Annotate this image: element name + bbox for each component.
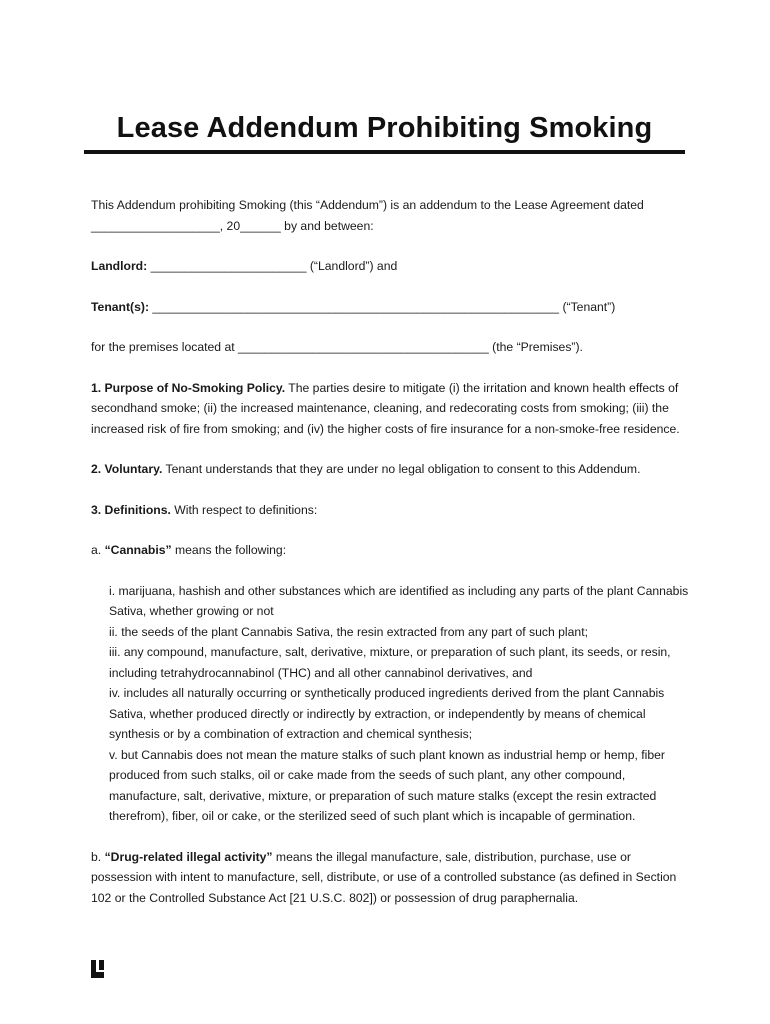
- landlord-label: Landlord:: [91, 259, 148, 273]
- section-3-heading: 3. Definitions.: [91, 502, 171, 517]
- brand-logo-icon: [91, 960, 111, 978]
- section-2-heading: 2. Voluntary.: [91, 462, 163, 476]
- title-underline: [84, 150, 685, 154]
- definition-b-prefix: b.: [91, 849, 105, 864]
- document-body: [91, 195, 691, 928]
- section-1-heading: 1. Purpose of No-Smoking Policy.: [91, 380, 286, 395]
- document-title: Lease Addendum Prohibiting Smoking: [116, 112, 653, 144]
- intro-line-1: This Addendum prohibiting Smoking (this “Addendum”) is an addendum to the Lease Agreement dated: [91, 198, 644, 212]
- section-2-text: Tenant understands that they are under no legal obligation to consent to this Addendum.: [162, 462, 641, 476]
- list-item: v. but Cannabis does not mean the mature stalks of such plant known as industrial hemp or hemp, fiber produced from such stalks, oil or cake made from the seeds of such plant, any other compound, manufacture, salt, derivative, mixture, or preparation of such mature stalks (except the resin extracted therefrom), fiber, oil or cake, or the sterilized seed of such plant which is incapable of germination.: [109, 747, 665, 823]
- list-item: ii. the seeds of the plant Cannabis Sativa, the resin extracted from any part of such plant;: [109, 624, 588, 639]
- landlord-line: [91, 256, 691, 277]
- premises-line: for the premises located at _____________________________________ (the “Premises”).: [91, 340, 583, 354]
- list-item: i. marijuana, hashish and other substances which are identified as including any parts of the plant Cannabis Sativa, whether growing or not: [109, 583, 689, 618]
- definition-b: [91, 847, 691, 909]
- landlord-blank: _______________________ (“Landlord”) and: [147, 259, 398, 273]
- list-item: iii. any compound, manufacture, salt, derivative, mixture, or preparation of such plant, its seeds, or resin, including tetrahydrocannabinol (THC) and all other cannabinol derivatives, and: [109, 645, 671, 680]
- section-3-text: With respect to definitions:: [170, 502, 318, 517]
- definition-a-term: “Cannabis”: [104, 543, 172, 557]
- list-item: iv. includes all naturally occurring or synthetically produced ingredients derived from the plant Cannabis Sativa, whether produced directly or indirectly by extraction, or independently by means of chemical synthesis or by a combination of extraction and chemical synthesis;: [109, 686, 665, 741]
- cannabis-list: [91, 581, 691, 827]
- definition-a: [91, 540, 691, 561]
- definition-a-text: means the following:: [171, 543, 287, 557]
- intro-line-2: ___________________, 20______ by and between:: [91, 218, 374, 233]
- definition-b-term: “Drug-related illegal activity”: [104, 849, 273, 864]
- section-1: [91, 378, 691, 440]
- tenant-label: Tenant(s):: [91, 299, 149, 314]
- intro-paragraph: [91, 195, 691, 236]
- definition-b-text: means the illegal manufacture, sale, distribution, purchase, use or possession with intent to manufacture, sell, distribute, or use of a controlled substance (as defined in Section 102 or the Controlled Substance Act [21 U.S.C. 802]) or possession of drug paraphernalia.: [91, 849, 677, 905]
- definition-a-prefix: a.: [91, 543, 105, 557]
- section-1-text: The parties desire to mitigate (i) the irritation and known health effects of secondhand smoke; (ii) the increased maintenance, cleaning, and redecorating costs from smoking; (iii) the increased risk of fire from smoking; and (iv) the higher costs of fire insurance for a non-smoke-free residence.: [91, 380, 680, 436]
- section-2: [91, 459, 691, 480]
- tenant-blank: ____________________________________________________________ (“Tenant”): [149, 299, 616, 314]
- section-3: [91, 500, 691, 521]
- tenant-line: [91, 297, 691, 318]
